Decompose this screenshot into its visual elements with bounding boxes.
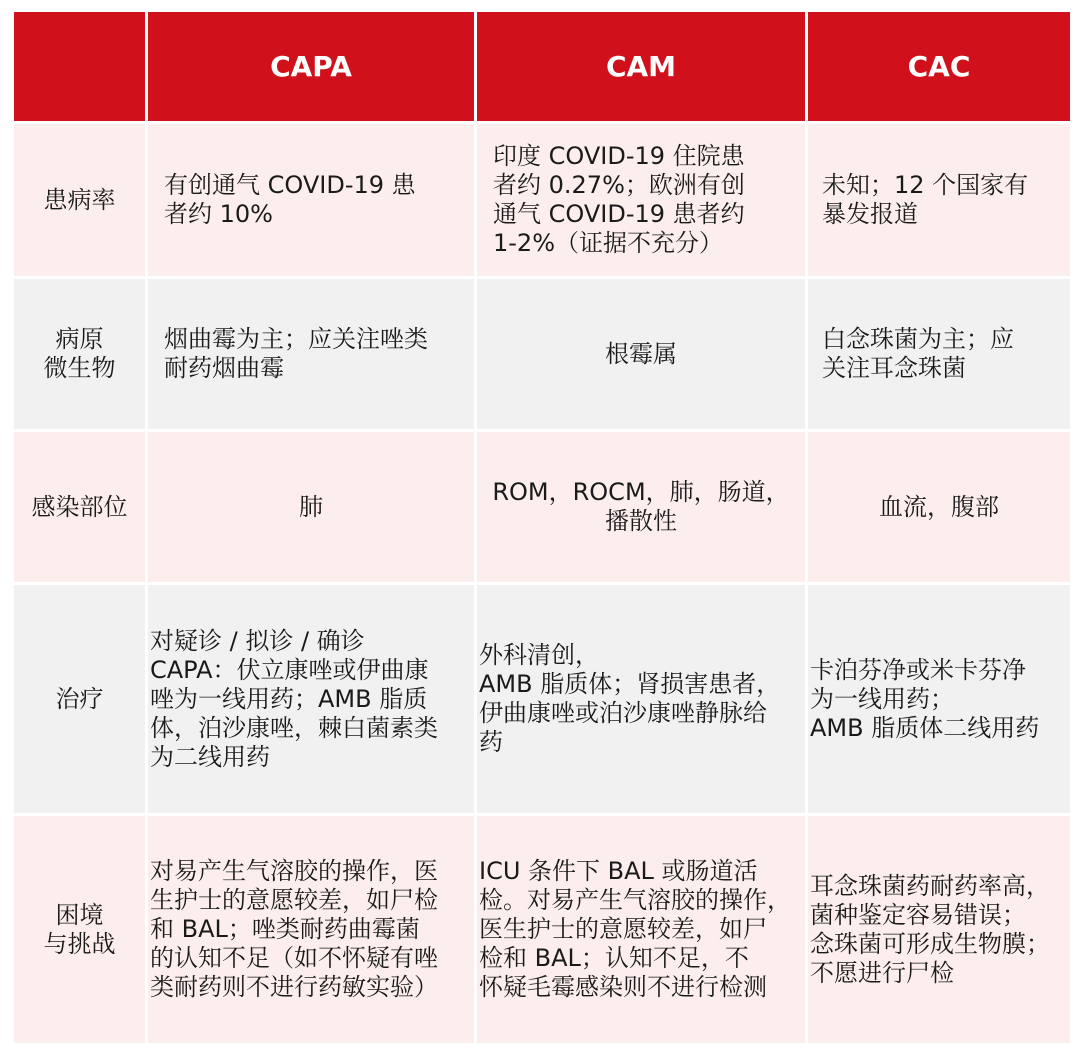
- cell-prevalence-capa: [148, 124, 474, 276]
- cell-text: 血流，腹部: [879, 492, 999, 521]
- row-label-text: 病原 微生物: [43, 325, 116, 382]
- row-label-prevalence: [14, 124, 145, 276]
- cell-challenges-cac: [808, 816, 1070, 1043]
- cell-text: 肺: [299, 492, 323, 521]
- header-cac-text: CAC: [907, 50, 971, 83]
- cell-text: 烟曲霉为主；应关注唑类 耐药烟曲霉: [164, 325, 428, 382]
- comparison-table: [14, 12, 1070, 1046]
- header-capa-text: CAPA: [270, 50, 352, 83]
- cell-text: 未知；12 个国家有 暴发报道: [822, 171, 1029, 228]
- cell-treatment-cam: [477, 585, 805, 813]
- row-label-text: 困境 与挑战: [43, 900, 116, 958]
- cell-prevalence-cac: [808, 124, 1070, 276]
- cell-site-cam: [477, 432, 805, 582]
- cell-text: ICU 条件下 BAL 或肠道活 检。对易产生气溶胶的操作， 医生护士的意愿较差，如尸 检和 BAL；认知不足，不 怀疑毛霉感染则不进行检测: [479, 857, 791, 1001]
- cell-text: 根霉属: [605, 339, 677, 368]
- header-corner-cell: [14, 12, 145, 121]
- cell-treatment-capa: [148, 585, 474, 813]
- cell-text: 卡泊芬净或米卡芬净 为一线用药； AMB 脂质体二线用药: [810, 655, 1040, 742]
- header-cam: [477, 12, 805, 121]
- cell-text: 外科清创， AMB 脂质体；肾损害患者， 伊曲康唑或泊沙康唑静脉给 药: [479, 641, 781, 756]
- cell-text: 白念珠菌为主；应 关注耳念珠菌: [822, 325, 1014, 382]
- row-label-challenges: [14, 816, 145, 1043]
- cell-prevalence-cam: [477, 124, 805, 276]
- cell-challenges-cam: [477, 816, 805, 1043]
- row-label-text: 治疗: [55, 684, 104, 713]
- cell-text: 对疑诊 / 拟诊 / 确诊 CAPA：伏立康唑或伊曲康 唑为一线用药；AMB 脂质 体，泊沙康唑，棘白菌素类 为二线用药: [150, 626, 438, 771]
- cell-pathogen-capa: [148, 279, 474, 429]
- header-capa: [148, 12, 474, 121]
- cell-site-cac: [808, 432, 1070, 582]
- cell-text: 印度 COVID-19 住院患 者约 0.27%；欧洲有创 通气 COVID-19 患者约 1-2%（证据不充分）: [493, 142, 745, 257]
- cell-pathogen-cac: [808, 279, 1070, 429]
- row-label-pathogen: [14, 279, 145, 429]
- header-cac: [808, 12, 1070, 121]
- row-label-text: 患病率: [43, 185, 116, 214]
- cell-pathogen-cam: [477, 279, 805, 429]
- row-label-treatment: [14, 585, 145, 813]
- header-cam-text: CAM: [605, 50, 677, 83]
- cell-text: 耳念珠菌药耐药率高， 菌种鉴定容易错误； 念珠菌可形成生物膜； 不愿进行尸检: [810, 871, 1050, 987]
- row-label-text: 感染部位: [31, 492, 128, 521]
- cell-treatment-cac: [808, 585, 1070, 813]
- cell-text: 对易产生气溶胶的操作，医 生护士的意愿较差，如尸检 和 BAL；唑类耐药曲霉菌 的认知不足（如不怀疑有唑 类耐药则不进行药敏实验）: [150, 857, 438, 1001]
- cell-text: 有创通气 COVID-19 患 者约 10%: [164, 171, 416, 228]
- row-label-infection-site: [14, 432, 145, 582]
- cell-challenges-capa: [148, 816, 474, 1043]
- cell-text: ROM，ROCM，肺，肠道， 播散性: [492, 478, 790, 535]
- cell-site-capa: [148, 432, 474, 582]
